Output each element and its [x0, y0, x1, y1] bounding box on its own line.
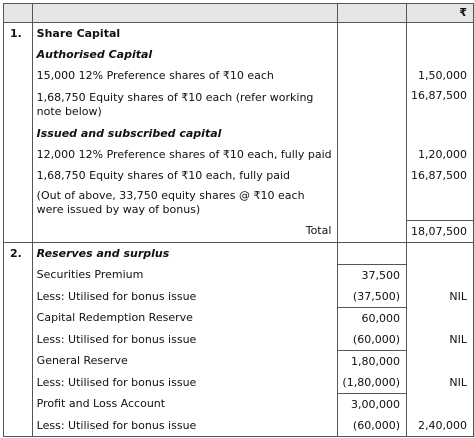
empty-cell — [4, 86, 33, 123]
issued-pref-text: 12,000 12% Preference shares of ₹10 each, fully paid — [32, 144, 338, 165]
empty-cell — [4, 65, 33, 86]
empty-cell — [338, 186, 407, 221]
reserve-net: NIL — [407, 372, 474, 394]
reserve-label: General Reserve — [32, 351, 338, 373]
authorised-equity-row — [4, 86, 474, 123]
header-row — [4, 4, 474, 23]
authorised-pref-row — [4, 65, 474, 86]
empty-cell — [4, 394, 33, 416]
reserve-amount: (1,80,000) — [338, 372, 407, 394]
authorised-heading-row — [4, 44, 474, 65]
reserve-net — [407, 265, 474, 287]
reserve-amount: 1,80,000 — [338, 351, 407, 373]
empty-cell — [338, 221, 407, 243]
reserve-net — [407, 394, 474, 416]
empty-cell — [4, 372, 33, 394]
total-amount: 18,07,500 — [407, 221, 474, 243]
empty-cell — [4, 351, 33, 373]
reserve-row — [4, 394, 474, 416]
reserve-amount: 60,000 — [338, 308, 407, 330]
authorised-pref-text: 15,000 12% Preference shares of ₹10 each — [32, 65, 338, 86]
issued-equity-row — [4, 165, 474, 186]
reserve-row — [4, 415, 474, 437]
reserve-label: Profit and Loss Account — [32, 394, 338, 416]
notes-table — [3, 3, 474, 437]
reserve-row — [4, 329, 474, 351]
issued-pref-row — [4, 144, 474, 165]
empty-cell — [338, 144, 407, 165]
empty-cell — [4, 265, 33, 287]
empty-cell — [4, 415, 33, 437]
empty-cell — [338, 165, 407, 186]
empty-cell — [407, 243, 474, 265]
empty-cell — [4, 144, 33, 165]
notes-to-accounts — [3, 3, 474, 437]
reserve-net: NIL — [407, 329, 474, 351]
bonus-note-row — [4, 186, 474, 221]
reserve-row — [4, 372, 474, 394]
reserve-amount: (37,500) — [338, 286, 407, 308]
header-cell-amount — [338, 4, 407, 23]
reserve-row — [4, 351, 474, 373]
empty-cell — [338, 44, 407, 65]
reserve-row — [4, 308, 474, 330]
authorised-equity-text: 1,68,750 Equity shares of ₹10 each (refer working note below) — [32, 86, 338, 123]
issued-heading-row — [4, 123, 474, 144]
empty-cell — [338, 23, 407, 45]
empty-cell — [338, 243, 407, 265]
reserve-row — [4, 265, 474, 287]
reserve-row — [4, 286, 474, 308]
authorised-heading: Authorised Capital — [32, 44, 338, 65]
empty-cell — [4, 186, 33, 221]
reserve-label: Less: Utilised for bonus issue — [32, 415, 338, 437]
empty-cell — [4, 221, 33, 243]
issued-equity-amount: 16,87,500 — [407, 165, 474, 186]
reserve-amount: 37,500 — [338, 265, 407, 287]
authorised-pref-amount: 1,50,000 — [407, 65, 474, 86]
empty-cell — [407, 123, 474, 144]
reserve-net: 2,40,000 — [407, 415, 474, 437]
reserve-label: Less: Utilised for bonus issue — [32, 286, 338, 308]
reserve-label: Less: Utilised for bonus issue — [32, 372, 338, 394]
empty-cell — [4, 286, 33, 308]
empty-cell — [338, 65, 407, 86]
reserve-net — [407, 308, 474, 330]
issued-equity-text: 1,68,750 Equity shares of ₹10 each, fully paid — [32, 165, 338, 186]
issued-pref-amount: 1,20,000 — [407, 144, 474, 165]
reserves-title: Reserves and surplus — [32, 243, 338, 265]
empty-cell — [407, 23, 474, 45]
reserve-net: NIL — [407, 286, 474, 308]
bonus-note: (Out of above, 33,750 equity shares @ ₹10 each were issued by way of bonus) — [32, 186, 338, 221]
header-currency: ₹ — [407, 4, 474, 23]
empty-cell — [4, 165, 33, 186]
empty-cell — [4, 308, 33, 330]
reserves-number: 2. — [4, 243, 33, 265]
reserves-title-row — [4, 243, 474, 265]
empty-cell — [407, 44, 474, 65]
authorised-equity-amount: 16,87,500 — [407, 86, 474, 123]
reserve-label: Securities Premium — [32, 265, 338, 287]
reserve-net — [407, 351, 474, 373]
header-cell-no — [4, 4, 33, 23]
share-capital-number: 1. — [4, 23, 33, 45]
share-capital-title: Share Capital — [32, 23, 338, 45]
empty-cell — [4, 329, 33, 351]
issued-heading: Issued and subscribed capital — [32, 123, 338, 144]
reserve-amount: (60,000) — [338, 329, 407, 351]
empty-cell — [338, 86, 407, 123]
reserve-amount: (60,000) — [338, 415, 407, 437]
empty-cell — [4, 123, 33, 144]
share-capital-title-row — [4, 23, 474, 45]
header-cell-particulars — [32, 4, 338, 23]
empty-cell — [407, 186, 474, 221]
reserve-amount: 3,00,000 — [338, 394, 407, 416]
reserve-label: Capital Redemption Reserve — [32, 308, 338, 330]
reserve-label: Less: Utilised for bonus issue — [32, 329, 338, 351]
total-label: Total — [32, 221, 338, 243]
empty-cell — [338, 123, 407, 144]
empty-cell — [4, 44, 33, 65]
share-capital-total-row — [4, 221, 474, 243]
